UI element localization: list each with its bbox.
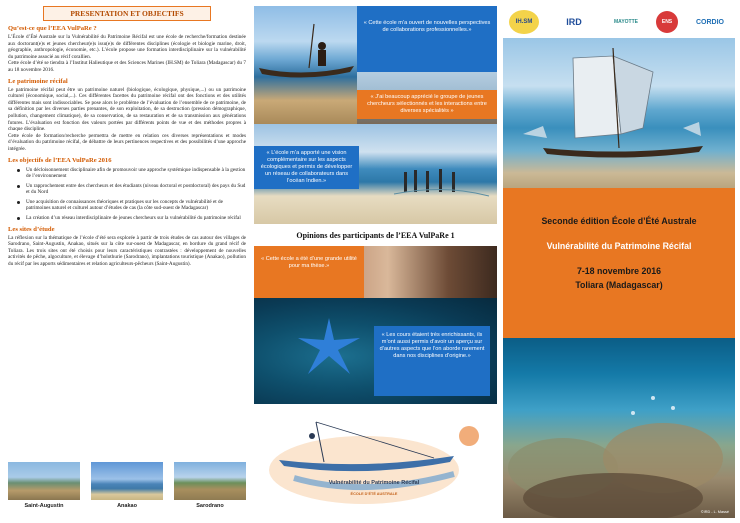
sailing-pirogue-photo	[503, 38, 735, 188]
school-logo	[254, 408, 497, 518]
photo-sarodrano	[174, 462, 246, 509]
list-item: Un rapprochement entre des chercheurs et des étudiants (niveau doctoral et postdoctoral) des pays du Sud et du Nord	[26, 182, 246, 196]
objectives-heading: Les objectifs de l’EEA VulPaRe 2016	[8, 156, 112, 164]
photo-saint-augustin	[8, 462, 80, 509]
heritage-paragraph: Le patrimoine récifal peut être un patrimoine naturel (biologique, écologique, physique,...) ou un patrimoine culturel (économique, social,...). Ces différentes facettes du patrimoine récifal ont des fonctions et des utilités différentes mais sont indissociables. Se pose alors le problème de l’évaluation de l’ensemble de ce patrimoine, de sa définition par les diverses parties prenantes, de son exploitation, de sa destruction (pression démographique, pollution, changement climatique), de sa conservation, de sa restauration et de sa transmission aux générations futures. L’évaluation est fonction des valeurs portées par différents points de vue et des méthodes propres à chaque discipline.	[8, 86, 246, 133]
sail-illustration	[503, 38, 735, 188]
site-image	[174, 462, 246, 500]
coral-reef-photo	[503, 338, 735, 518]
training-paragraph: Cette école de formation/recherche permettra de mettre en relation ces diverses représentations et modes d’évaluation du patrimoine récifal, de débattre de leurs pertinences respectives et des possibilités d’une approche intégrée.	[8, 132, 246, 152]
sites-heading: Les sites d’étude	[8, 225, 55, 233]
testimonial-quote: « J’ai beaucoup apprécié le groupe de jeunes chercheurs sélectionnés et les interactions entre diverses spécialités »	[357, 90, 497, 119]
mayotte-logo: MAYOTTE	[614, 19, 638, 25]
theme-title: Vulnérabilité du Patrimoine Récifal	[546, 241, 692, 251]
event-location: Toliara (Madagascar)	[575, 280, 663, 290]
ird-logo: IRD	[566, 17, 582, 27]
section-title: PRESENTATION ET OBJECTIFS	[43, 6, 211, 21]
objectives-list	[8, 167, 246, 222]
pirogue-logo-icon	[254, 408, 497, 518]
testimonial-quote: « Les cours étaient très enrichissants, ils m’ont aussi permis d’avoir un aperçu sur d’autres aspects que l’on aborde rarement dans nos disciplines d’origine.»	[374, 326, 490, 396]
opinions-title: Opinions des participants de l’EEA VulPaRe 1	[296, 230, 455, 240]
list-item: Une acquisition de connaissances théoriques et pratiques sur les concepts de vulnérabilité et de patrimoines naturel et culturel autour d’études de cas (la côte sud-ouest de Madagascar)	[26, 199, 246, 212]
logo-subtitle: ÉCOLE D’ÉTÉ AUSTRALE	[350, 492, 398, 496]
photo-credit: ©IRD - L. Massé	[700, 510, 729, 514]
ens-logo: ENS	[656, 11, 678, 33]
testimonial-quote: « L’école m’a apporté une vision complémentaire sur les aspects écologiques et permis de développer un réseau de collaborateurs dans l’océan Indien.»	[254, 146, 359, 189]
photo-caption: Anakao	[117, 503, 137, 509]
photo-caption: Sarodrano	[196, 503, 224, 509]
testimonial-quote: « Cette école a été d’une grande utilité pour ma thèse.»	[254, 246, 364, 298]
presentation-column	[8, 6, 246, 518]
list-item: Un décloisonnement disciplinaire afin de promouvoir une approche systémique indispensable à la gestion de l’environnement	[26, 166, 246, 180]
venue-paragraph: Cette école d’été se tiendra à l’Institut Halieutique et des Sciences Marines (IH.SM) de Toliara (Madagascar) du 7 au 18 novembre 2016.	[8, 60, 246, 73]
testimonial-quote: « Cette école m’a ouvert de nouvelles perspectives de collaborations professionnelles.»	[357, 16, 497, 38]
cover-column	[503, 6, 735, 518]
event-banner	[503, 188, 735, 338]
coral-illustration	[503, 338, 735, 518]
site-image	[91, 462, 163, 500]
sites-paragraph: La réflexion sur la thématique de l’école d’été sera explorée à partir de trois études de cas autour des villages de Sarodrano, Saint-Augustin, Anakao, situés sur la côte sur-ouest de Madagascar, en bordure du grand récif de Toliara. Les trois sites ont été choisis pour leurs caractéristiques contrastées : développement de nouvelles activités de pêche, algoculture, et élevage d’holothurie (Sarodrano), implantations touristique (Anakao), pollution du récif par les apports sédimentaires et relation agriculteurs-pêcheurs (Saint-Augustin).	[8, 234, 246, 268]
pirogue-illustration	[254, 6, 357, 124]
seastar-icon	[294, 316, 364, 376]
event-dates: 7-18 novembre 2016	[576, 266, 662, 276]
site-photos	[8, 462, 246, 509]
logo-title: Vulnérabilité du Patrimoine Récifal	[328, 480, 420, 486]
testimonials-column	[254, 6, 497, 518]
ihsm-logo: IH.SM	[509, 10, 539, 34]
pirogue-photo	[254, 6, 357, 124]
photo-anakao	[91, 462, 163, 509]
what-is-heading: Qu’est-ce que l’EEA VulPaRe ?	[8, 25, 97, 32]
edition-title: Seconde édition École d’Été Australe	[541, 216, 697, 226]
list-item: La création d’un réseau interdisciplinaire de jeunes chercheurs sur la vulnérabilité du patrimoine récifal	[26, 215, 246, 222]
site-image	[8, 462, 80, 500]
heritage-heading: Le patrimoine récifal	[8, 77, 68, 85]
partner-logos	[503, 6, 735, 38]
photo-caption: Saint-Augustin	[24, 503, 64, 509]
cordio-logo: CORDIO	[696, 18, 724, 26]
intro-paragraph: L’École d’Été Australe sur la Vulnérabilité du Patrimoine Récifal est une école de recherche/formation destinée aux doctorant(e)s et jeunes chercheur(e)s issu(e)s de différentes disciplines (écologie et biologie marine, droit, géographie, anthropologie, économie, etc.). L’école propose une formation interdisciplinaire sur la vulnérabilité du patrimoine associé au récif corallien.	[8, 34, 246, 60]
